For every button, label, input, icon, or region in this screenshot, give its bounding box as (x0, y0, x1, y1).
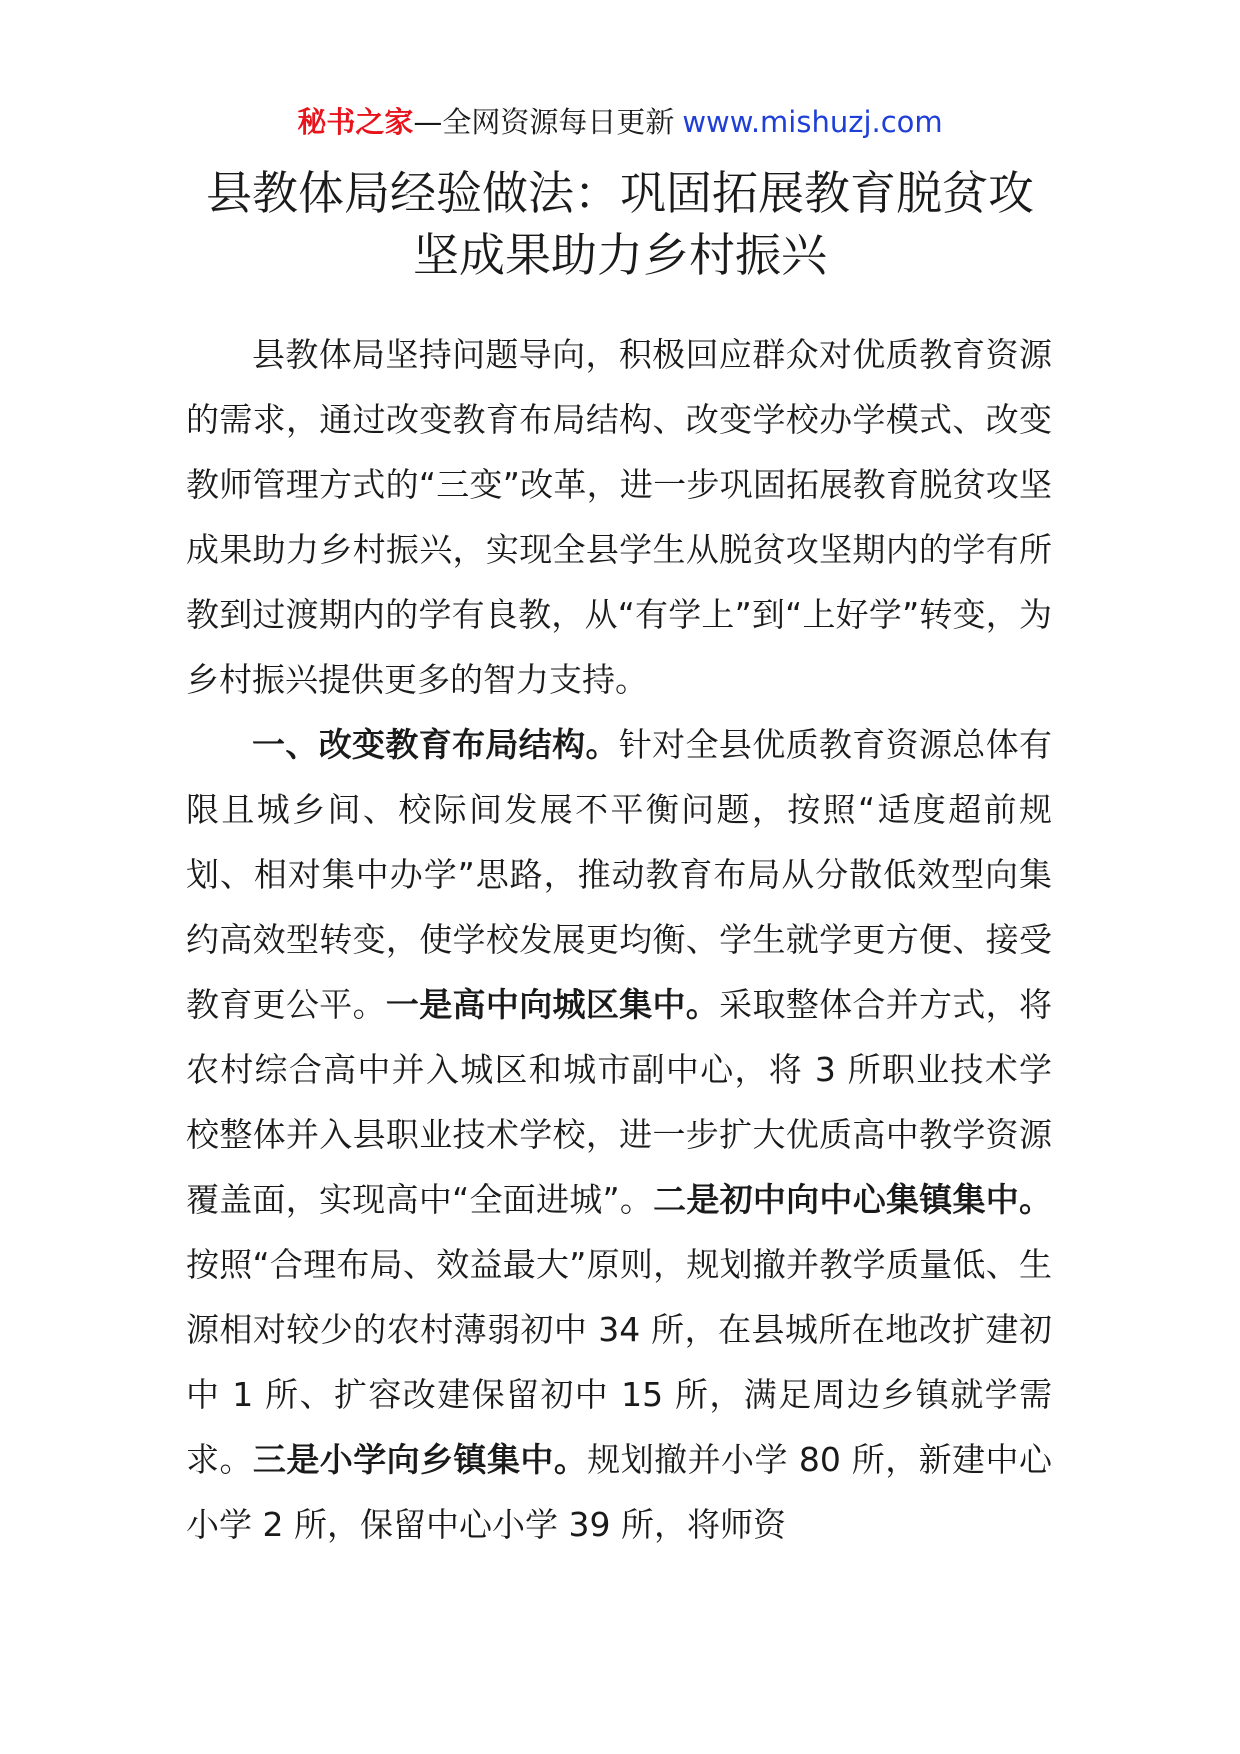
title-line-2: 坚成果助力乡村振兴 (413, 228, 827, 282)
point-1-heading: 一是高中向城区集中。 (385, 985, 720, 1024)
title-line-1: 县教体局经验做法：巩固拓展教育脱贫攻 (206, 166, 1034, 220)
document-title (150, 162, 1090, 286)
section-1-text-1: 针对全县优质教育资源总体有限且城乡间、校际间发展不平衡问题，按照“适度超前规划、相对集中办学”思路，推动教育布局从分散低效型向集约高效型转变，使学校发展更均衡、学生就学更方便、接受教育更公平。 (186, 725, 1053, 1024)
intro-paragraph: 县教体局坚持问题导向，积极回应群众对优质教育资源的需求，通过改变教育布局结构、改变学校办学模式、改变教师管理方式的“三变”改革，进一步巩固拓展教育脱贫攻坚成果助力乡村振兴，实现全县学生从脱贫攻坚期内的学有所教到过渡期内的学有良教，从“有学上”到“上好学”转变，为乡村振兴提供更多的智力支持。 (186, 335, 1052, 699)
header-dash: — (413, 105, 443, 139)
header-tagline: 全网资源每日更新 (442, 105, 675, 139)
point-2-heading: 二是初中向中心集镇集中。 (653, 1180, 1053, 1219)
point-3-heading: 三是小学向乡镇集中。 (252, 1440, 588, 1479)
section-1-heading: 一、改变教育布局结构。 (252, 725, 619, 764)
document-body (186, 322, 1052, 1557)
section-1-text-2: 采取整体合并方式，将农村综合高中并入城区和城市副中心，将 3 所职业技术学校整体并入县职业技术学校，进一步扩大优质高中教学资源覆盖面，实现高中“全面进城”。 (186, 985, 1053, 1219)
section-1-text-4: 规划撤并小学 80 所，新建中心小学 2 所，保留中心小学 39 所，将师资 (186, 1440, 1052, 1544)
site-url-link[interactable]: www.mishuzj.com (682, 105, 943, 139)
site-header (0, 100, 1240, 144)
section-1-paragraph (186, 712, 1052, 1557)
section-1-text-3: 按照“合理布局、效益最大”原则，规划撤并教学质量低、生源相对较少的农村薄弱初中 34 所，在县城所在地改扩建初中 1 所、扩容改建保留初中 15 所，满足周边乡镇就学需求。 (186, 1245, 1052, 1479)
brand-name: 秘书之家 (297, 105, 414, 139)
